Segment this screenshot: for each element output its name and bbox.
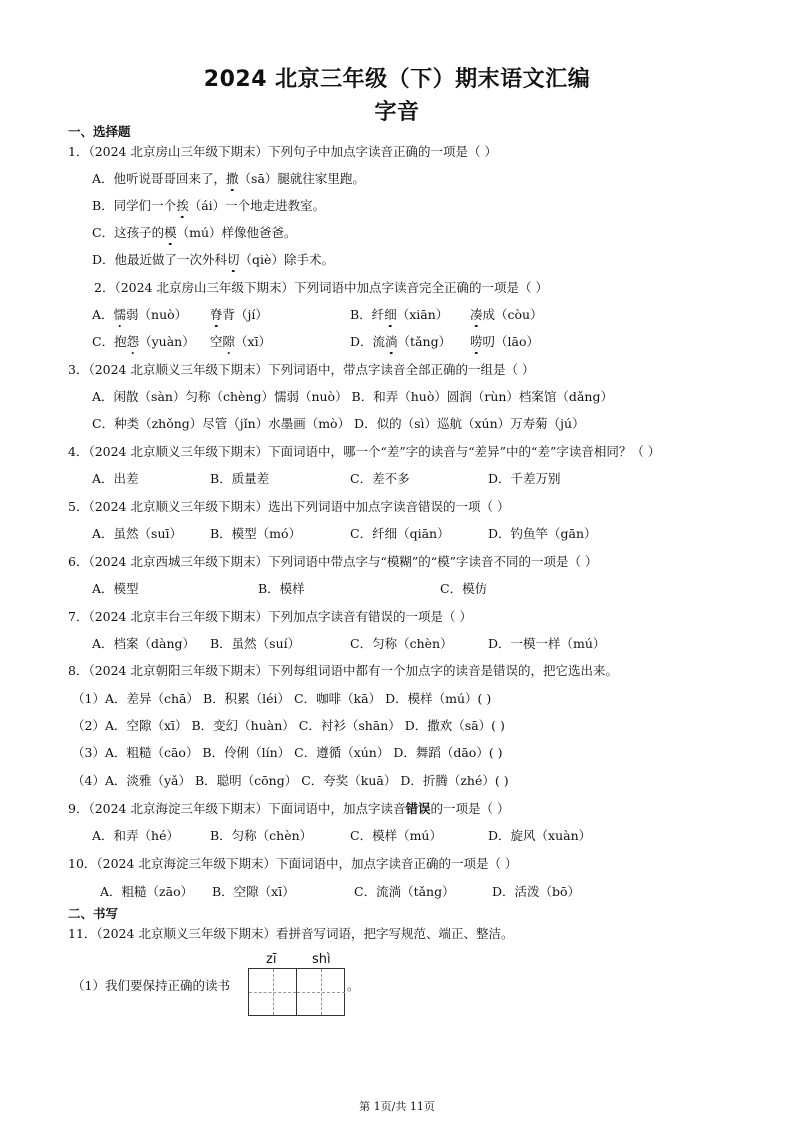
question-9-option-a: A．和弄（hé） — [92, 828, 179, 843]
question-5-option-a: A．虽然（suī） — [92, 526, 182, 541]
question-9-option-b: B．匀称（chèn） — [210, 828, 313, 843]
question-7-stem: 7．（2024 北京丰台三年级下期末）下列加点字读音有错误的一项是（ ） — [68, 609, 472, 624]
question-3-options-cd: C．种类（zhǒng）尽管（jǐn）水墨画（mò） D．似的（sì）巡航（xún）万寿菊（jú） — [92, 416, 585, 431]
question-9-option-d: D．旋风（xuàn） — [488, 828, 592, 843]
question-2-option-b2 — [470, 307, 543, 323]
question-2-option-a1 — [92, 307, 187, 323]
dotted-char: 挨 — [176, 198, 189, 213]
stem-text: 的一项是（ ） — [430, 801, 510, 816]
dotted-char: 撒 — [226, 171, 239, 186]
writing-grid[interactable] — [248, 968, 345, 1016]
question-2-option-c2 — [210, 334, 271, 350]
option-text: 成（còu） — [482, 307, 543, 322]
question-5-stem: 5．（2024 北京顺义三年级下期末）选出下列词语中加点字读音错误的一项（ ） — [68, 499, 510, 514]
question-4-option-b: B．质量差 — [210, 471, 270, 486]
dotted-char: 凑 — [470, 307, 483, 322]
question-4-option-c: C．差不多 — [350, 471, 410, 486]
question-7-option-c: C．匀称（chèn） — [350, 636, 453, 651]
option-text: C．抱 — [92, 334, 127, 349]
question-10-option-c: C．流淌（tǎng） — [354, 884, 455, 899]
dotted-char: 切 — [227, 252, 240, 267]
question-4-stem: 4．（2024 北京顺义三年级下期末）下面词语中，哪一个“差”字的读音与“差异”中的“差”字读音相同？（ ） — [68, 444, 661, 459]
dotted-char: 淌 — [385, 334, 398, 349]
question-8-row-1: （1）A．差异（chā） B．积累（léi） C．咖啡（kā） D．模样（mú）( ) — [72, 691, 492, 706]
question-3-options-ab: A．闲散（sàn）匀称（chèng）懦弱（nuò） B．和弄（huò）圆润（rùn）档案馆（dǎng） — [92, 389, 613, 404]
dotted-char: 唠 — [470, 334, 483, 349]
pinyin-label-1: zī — [266, 952, 277, 967]
page-title: 2024 北京三年级（下）期末语文汇编 — [203, 67, 591, 92]
writing-cell-2[interactable] — [297, 969, 345, 1015]
dotted-char: 脊 — [210, 307, 223, 322]
option-text: D．他最近做了一次外科 — [92, 252, 228, 267]
option-text: 弱（nuò） — [126, 307, 188, 322]
question-8-row-2: （2）A．空隙（xī） B．变幻（huàn） C．衬衫（shān） D．撒欢（sā）( ) — [72, 718, 505, 733]
dotted-char: 懦 — [113, 307, 127, 322]
question-5-option-c: C．纤细（qiān） — [350, 526, 450, 541]
question-4-option-d: D．千差万别 — [488, 471, 561, 486]
question-7-option-b: B．虽然（suí） — [210, 636, 301, 651]
question-1-option-c — [92, 225, 297, 241]
question-5-option-d: D．钓鱼竿（gān） — [488, 526, 597, 541]
option-text: （qiè）除手术。 — [239, 252, 334, 267]
question-8-stem: 8．（2024 北京朝阳三年级下期末）下列每组词语中都有一个加点字的读音是错误的，把它选出来。 — [68, 663, 618, 678]
question-6-stem: 6．（2024 北京西城三年级下期末）下列词语中带点字与“模糊”的“模”字读音不同的一项是（ ） — [68, 554, 598, 569]
question-2-option-d2 — [470, 334, 539, 350]
section-heading-writing: 二、书写 — [68, 906, 119, 921]
option-text: （yuàn） — [139, 334, 195, 349]
dotted-char: 隙 — [222, 334, 236, 349]
stem-emphasis: 错误 — [405, 801, 431, 816]
option-text: （xiān） — [396, 307, 449, 322]
option-text: D．流 — [350, 334, 386, 349]
section-heading-choice: 一、选择题 — [68, 124, 131, 139]
option-text: （mú）样像他爸爸。 — [176, 225, 297, 240]
dotted-char: 细 — [384, 307, 397, 322]
question-8-row-3: （3）A．粗糙（cāo） B．伶俐（lín） C．遵循（xún） D．舞蹈（dāo）( ) — [72, 745, 503, 760]
option-text: A． — [92, 307, 114, 322]
option-text: 背（jí） — [222, 307, 268, 322]
stem-text: 9．（2024 北京海淀三年级下期末）下面词语中，加点字读音 — [68, 801, 406, 816]
sentence-end-punct: 。 — [347, 978, 360, 993]
question-7-option-d: D．一模一样（mú） — [488, 636, 606, 651]
question-1-stem: 1．（2024 北京房山三年级下期末）下列句子中加点字读音正确的一项是（ ） — [68, 144, 497, 159]
option-text: 空 — [210, 334, 223, 349]
option-text: （xī） — [235, 334, 272, 349]
question-2-option-c1 — [92, 334, 195, 350]
option-text: B．同学们一个 — [92, 198, 177, 213]
question-2-option-b1 — [350, 307, 448, 323]
question-10-option-d: D．活泼（bō） — [492, 884, 581, 899]
question-7-option-a: A．档案（dàng） — [92, 636, 196, 651]
question-11-sentence: （1）我们要保持正确的读书 — [72, 978, 230, 993]
question-5-option-b: B．模型（mó） — [210, 526, 302, 541]
question-10-option-a: A．粗糙（zāo） — [100, 884, 194, 899]
option-text: （ái）一个地走进教室。 — [188, 198, 326, 213]
option-text: （tǎng） — [397, 334, 452, 349]
dotted-char: 模 — [164, 225, 177, 240]
option-text: A．他听说哥哥回来了， — [92, 171, 227, 186]
question-6-option-a: A．模型 — [92, 581, 139, 596]
question-6-option-b: B．模样 — [258, 581, 305, 596]
option-text: C．这孩子的 — [92, 225, 165, 240]
question-3-stem: 3．（2024 北京顺义三年级下期末）下列词语中，带点字读音全部正确的一组是（ ） — [68, 362, 535, 377]
question-1-option-b — [92, 198, 325, 214]
question-1-option-a — [92, 171, 365, 187]
option-text: B．纤 — [350, 307, 385, 322]
question-9-option-c: C．模样（mú） — [350, 828, 442, 843]
option-text: （sā）腿就往家里跑。 — [238, 171, 365, 186]
question-2-stem: 2．（2024 北京房山三年级下期末）下列词语中加点字读音完全正确的一项是（ ） — [94, 280, 548, 295]
question-11-stem: 11．（2024 北京顺义三年级下期末）看拼音写词语，把字写规范、端正、整洁。 — [68, 926, 514, 941]
page-footer: 第 1页/共 11页 — [359, 1100, 435, 1113]
question-2-option-d1 — [350, 334, 451, 350]
question-1-option-d — [92, 252, 334, 268]
page-subtitle: 字音 — [374, 100, 420, 125]
question-8-row-4: （4）A．淡雅（yǎ） B．聪明（cōng） C．夸奖（kuā） D．折腾（zhé）( ) — [72, 773, 509, 788]
question-4-option-a: A．出差 — [92, 471, 139, 486]
dotted-char: 怨 — [126, 334, 140, 349]
question-2-option-a2 — [210, 307, 268, 323]
option-text: 叨（lāo） — [482, 334, 539, 349]
question-10-option-b: B．空隙（xī） — [212, 884, 295, 899]
question-6-option-c: C．模仿 — [440, 581, 488, 596]
question-9-stem — [68, 801, 510, 817]
pinyin-label-2: shì — [312, 952, 331, 967]
writing-cell-1[interactable] — [249, 969, 297, 1015]
question-10-stem: 10．（2024 北京海淀三年级下期末）下面词语中，加点字读音正确的一项是（ ） — [68, 856, 518, 871]
